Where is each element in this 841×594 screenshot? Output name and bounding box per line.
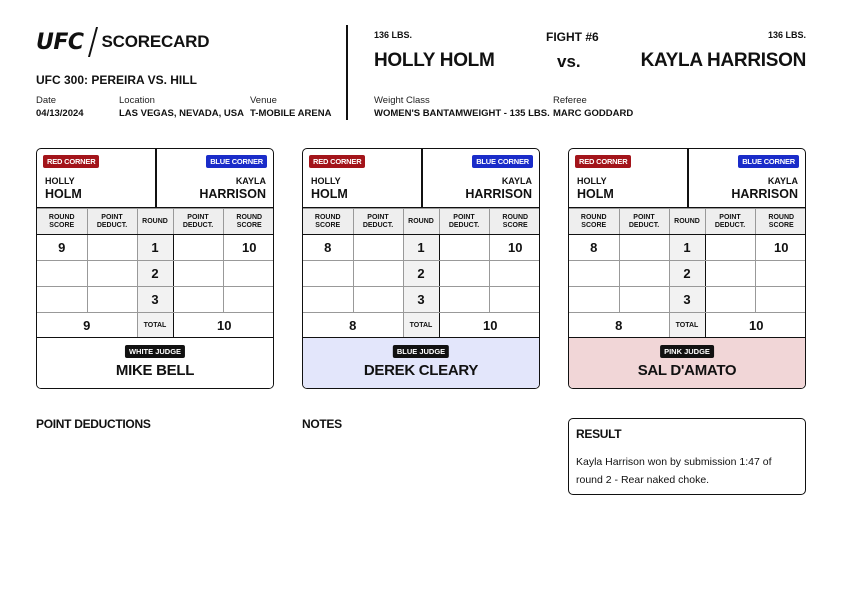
round-number: 3 (403, 287, 439, 313)
total-row (569, 313, 806, 339)
blue-corner-badge: BLUE CORNER (206, 155, 267, 168)
round-number: 3 (669, 287, 705, 313)
score-table-header (303, 209, 540, 235)
blue-point-deduct-header: POINT DEDUCT. (173, 209, 223, 235)
round-number: 2 (137, 261, 173, 287)
blue-fighter-weight: 136 LBS. (767, 30, 806, 40)
judge-name: MIKE BELL (115, 362, 195, 379)
corner-divider (155, 149, 157, 208)
red-point-deduct-header: POINT DEDUCT. (87, 209, 137, 235)
result-heading: RESULT (576, 427, 622, 441)
red-corner-badge: RED CORNER (43, 155, 99, 168)
blue-point-deduction (173, 287, 223, 313)
location-value: LAS VEGAS, NEVADA, USA (119, 108, 244, 119)
blue-round-score: 10 (489, 235, 540, 261)
red-round-score-header: ROUND SCORE (569, 209, 619, 235)
round-row (569, 235, 806, 261)
notes-heading: NOTES (302, 417, 342, 431)
date-label: Date (36, 95, 57, 106)
judge-scorecard (36, 148, 274, 389)
red-round-score (303, 287, 353, 313)
red-last-name: HOLM (311, 187, 348, 201)
corner-divider (421, 149, 423, 208)
red-first-name: HOLLY (577, 176, 607, 186)
red-round-score (569, 261, 619, 287)
red-point-deduction (353, 235, 403, 261)
total-row (37, 313, 274, 339)
blue-round-score (755, 287, 806, 313)
blue-last-name: HARRISON (731, 187, 798, 201)
blue-round-score (223, 261, 274, 287)
location-label: Location (119, 95, 155, 106)
score-table-header (569, 209, 806, 235)
round-number: 1 (137, 235, 173, 261)
point-deductions-heading: POINT DEDUCTIONS (36, 417, 151, 431)
judge-panel (37, 337, 273, 389)
referee-value: MARC GODDARD (553, 108, 634, 119)
red-point-deduction (619, 287, 669, 313)
judge-panel (569, 337, 805, 389)
venue-value: T-MOBILE ARENA (250, 108, 332, 119)
date-value: 04/13/2024 (36, 108, 84, 119)
red-round-score: 8 (303, 235, 353, 261)
blue-point-deduct-header: POINT DEDUCT. (705, 209, 755, 235)
score-table-header (37, 209, 274, 235)
corner-header (569, 149, 805, 208)
scorecard-title: SCORECARD (101, 32, 210, 51)
round-number: 1 (669, 235, 705, 261)
red-point-deduction (353, 287, 403, 313)
score-table (37, 208, 274, 339)
event-name: UFC 300: PEREIRA VS. HILL (36, 73, 197, 87)
blue-round-score: 10 (755, 235, 806, 261)
blue-fighter-name: KAYLA HARRISON (640, 50, 806, 71)
score-table (569, 208, 806, 339)
red-last-name: HOLM (577, 187, 614, 201)
round-row (303, 261, 540, 287)
blue-point-deduction (705, 235, 755, 261)
red-total-score: 8 (569, 313, 669, 339)
corner-header (37, 149, 273, 208)
blue-first-name: KAYLA (235, 176, 266, 186)
red-point-deduction (87, 261, 137, 287)
ufc-scorecard-logo (36, 26, 209, 58)
ufc-logo: UFC (36, 29, 84, 55)
red-point-deduction (619, 235, 669, 261)
red-round-score-header: ROUND SCORE (303, 209, 353, 235)
blue-round-score-header: ROUND SCORE (489, 209, 540, 235)
round-row (37, 287, 274, 313)
blue-total-score: 10 (705, 313, 806, 339)
round-row (569, 287, 806, 313)
red-corner-badge: RED CORNER (575, 155, 631, 168)
round-row (303, 287, 540, 313)
blue-point-deduction (705, 287, 755, 313)
judge-name: SAL D'AMATO (637, 362, 737, 379)
total-label: TOTAL (403, 313, 439, 339)
red-round-score (303, 261, 353, 287)
total-row (303, 313, 540, 339)
judge-scorecard (568, 148, 806, 389)
blue-round-score-header: ROUND SCORE (755, 209, 806, 235)
red-point-deduct-header: POINT DEDUCT. (353, 209, 403, 235)
blue-point-deduction (705, 261, 755, 287)
blue-round-score (223, 287, 274, 313)
judge-label-badge: WHITE JUDGE (125, 345, 185, 358)
referee-label: Referee (553, 95, 587, 106)
result-text: Kayla Harrison won by submission 1:47 of round 2 - Rear naked choke. (576, 456, 772, 486)
red-point-deduction (87, 287, 137, 313)
corner-header (303, 149, 539, 208)
red-corner-badge: RED CORNER (309, 155, 365, 168)
blue-point-deduction (439, 235, 489, 261)
round-header: ROUND (669, 209, 705, 235)
round-row (569, 261, 806, 287)
blue-corner-badge: BLUE CORNER (472, 155, 533, 168)
blue-corner-badge: BLUE CORNER (738, 155, 799, 168)
round-number: 2 (669, 261, 705, 287)
red-first-name: HOLLY (311, 176, 341, 186)
weight-class-value: WOMEN'S BANTAMWEIGHT - 135 LBS. (374, 108, 550, 119)
red-round-score (569, 287, 619, 313)
score-table (303, 208, 540, 339)
red-round-score-header: ROUND SCORE (37, 209, 87, 235)
blue-point-deduct-header: POINT DEDUCT. (439, 209, 489, 235)
blue-round-score (755, 261, 806, 287)
judge-panel (303, 337, 539, 389)
red-first-name: HOLLY (45, 176, 75, 186)
blue-last-name: HARRISON (199, 187, 266, 201)
round-number: 1 (403, 235, 439, 261)
result-box (568, 418, 806, 495)
red-point-deduction (619, 261, 669, 287)
red-fighter-name: HOLLY HOLM (374, 50, 495, 71)
round-row (37, 235, 274, 261)
red-point-deduct-header: POINT DEDUCT. (619, 209, 669, 235)
judge-scorecard (302, 148, 540, 389)
blue-round-score (489, 261, 540, 287)
logo-slash-divider (88, 27, 98, 57)
total-label: TOTAL (669, 313, 705, 339)
blue-total-score: 10 (173, 313, 274, 339)
red-point-deduction (87, 235, 137, 261)
red-round-score (37, 287, 87, 313)
blue-first-name: KAYLA (767, 176, 798, 186)
fight-number: FIGHT #6 (546, 30, 599, 44)
blue-total-score: 10 (439, 313, 540, 339)
blue-first-name: KAYLA (501, 176, 532, 186)
judge-label-badge: PINK JUDGE (660, 345, 714, 358)
red-round-score: 9 (37, 235, 87, 261)
red-round-score: 8 (569, 235, 619, 261)
blue-round-score: 10 (223, 235, 274, 261)
round-header: ROUND (403, 209, 439, 235)
round-number: 2 (403, 261, 439, 287)
red-total-score: 8 (303, 313, 403, 339)
header-divider (346, 25, 348, 120)
judge-name: DEREK CLEARY (363, 362, 479, 379)
total-label: TOTAL (137, 313, 173, 339)
blue-point-deduction (439, 261, 489, 287)
round-header: ROUND (137, 209, 173, 235)
vs-label: vs. (557, 52, 581, 71)
blue-point-deduction (173, 235, 223, 261)
red-point-deduction (353, 261, 403, 287)
red-round-score (37, 261, 87, 287)
blue-point-deduction (439, 287, 489, 313)
blue-round-score-header: ROUND SCORE (223, 209, 274, 235)
venue-label: Venue (250, 95, 277, 106)
red-fighter-weight: 136 LBS. (374, 30, 413, 40)
blue-last-name: HARRISON (465, 187, 532, 201)
round-number: 3 (137, 287, 173, 313)
round-row (303, 235, 540, 261)
blue-round-score (489, 287, 540, 313)
red-last-name: HOLM (45, 187, 82, 201)
corner-divider (687, 149, 689, 208)
blue-point-deduction (173, 261, 223, 287)
round-row (37, 261, 274, 287)
judge-label-badge: BLUE JUDGE (393, 345, 449, 358)
red-total-score: 9 (37, 313, 137, 339)
weight-class-label: Weight Class (374, 95, 430, 106)
